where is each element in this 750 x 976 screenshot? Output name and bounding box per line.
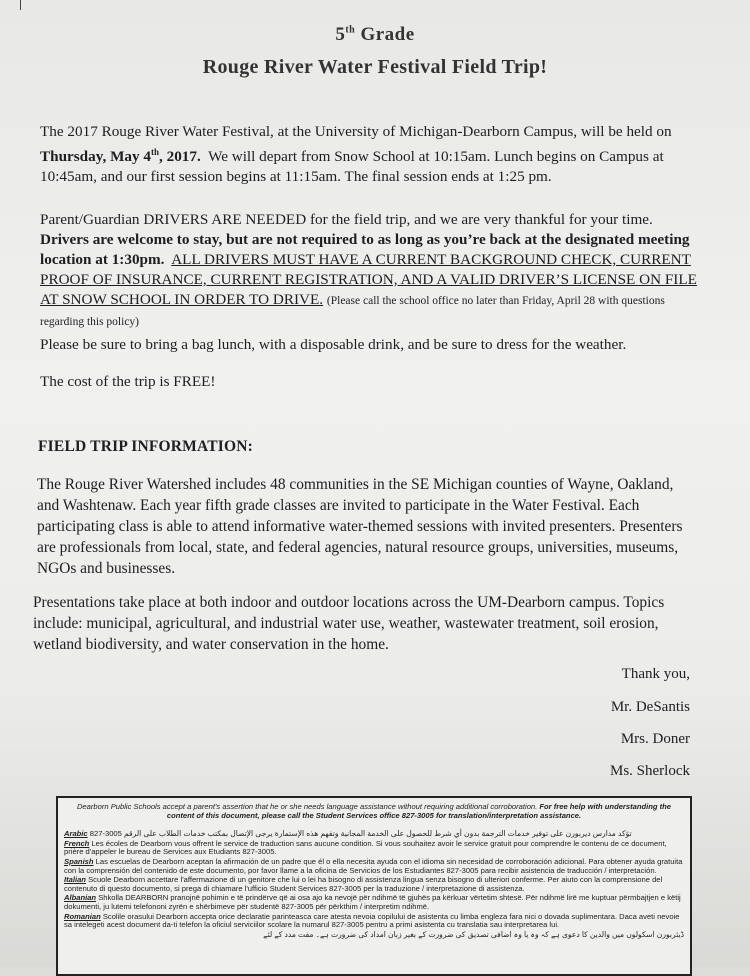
albanian-notice: Albanian Shkolla DEARBORN pranojnë pohimin e të prindërve që ai osa ajo ka nevojë për ndihmë të gjuhës pa kërkuar vërtetim shtesë. Për ndihmë lirë me kuptuar përmbajtjen e këtij dokumenti, ju lutemi telefononi zyrën e shërbimeve për studentë 827-3005 për përkthim / interpretim ndihmë.	[64, 893, 681, 911]
cost-paragraph: The cost of the trip is FREE!	[40, 373, 216, 390]
language-box-intro: Dearborn Public Schools accept a parent's assertion that he or she needs language assistance without requiring additional corroboration. For free help with understanding the content of this document, please call the Student Services office 827-3005 for translation/interpretation assistance.	[76, 802, 672, 820]
italian-notice: Italian Scuole Dearborn accettare l'affermazione di un genitore che lui o lei ha bisogno di assistenza lingua senza bisogno di ulteriori conferme. Per aiuto con la comprensione del contenuto di questo documento, si prega di chiamare l'ufficio Student Services 827-3005 per la traduzione / interpretazione di assistenza.	[64, 875, 663, 893]
romanian-notice: Romanian Scolile orasului Dearborn accepta orice declaratie parinteasca care atesta nevoia copilului de asistenta cu limba engleza fara nici o dovada suplimentara. Daca aveti nevoie sa intelegeti acest document da-ti telefon la oficiul serviciilor scolare la numarul 827-3005 pentru a primi asistenta cu translatia sau interpretarea lui.	[64, 911, 680, 930]
signer-name: Mr. DeSantis	[610, 699, 690, 715]
grade-heading: 5th Grade	[335, 24, 415, 45]
info-paragraph-1: The Rouge River Watershed includes 48 communities in the SE Michigan counties of Wayne, Oakland, and Washtenaw. Each year fifth grade classes are invited to participate in the Water Festival. Each participating class is able to attend informative water-themed sessions with invited presenters. Presenters are professionals from local, state, and federal agencies, natural resource groups, universities, museums, NGOs and businesses.	[37, 476, 683, 577]
info-paragraph-2: Presentations take place at both indoor and outdoor locations across the UM-Dearborn campus. Topics include: municipal, agricultural, and industrial water use, weather, wastewater treatment, soil erosion, wetland biodiversity, and water conservation in the home.	[33, 594, 665, 653]
staple-mark	[20, 0, 29, 10]
signer-name: Mrs. Doner	[620, 731, 690, 747]
page-title: Rouge River Water Festival Field Trip!	[202, 56, 548, 78]
spanish-notice: Spanish Las escuelas de Dearborn aceptan la afirmación de un padre que él o ella necesita ayuda con el idioma sin necesidad de corroboración adicional. Para obtener ayuda gratuita con la comprensión del contenido de este documento, por favor llame a la oficina de Servicios de los Estudiantes 827-3005 para recibir asistencia de traducción / interpretación.	[64, 856, 683, 875]
lunch-paragraph: Please be sure to bring a bag lunch, with a disposable drink, and be sure to dress for the weather.	[40, 336, 627, 353]
urdu-notice: ڈیئربورن اسکولوں میں والدین کا دعوی ہے کہ وہ یا وہ اضافی تصدیق کی ضرورت کے بغیر زبان امداد کی ضرورت ہے۔ مفت مدد کے لئے	[263, 929, 684, 939]
signer-name: Ms. Sherlock	[610, 763, 690, 779]
info-heading: FIELD TRIP INFORMATION:	[38, 438, 254, 455]
closing-text: Thank you,	[621, 666, 690, 682]
arabic-notice: Arabic تؤكد مدارس ديربورن على توفير خدمات الترجمة بدون أي شرط للحصول على الخدمة المجانية وتفهم هذه الإستمارة يرجى الإتصال بمكتب خدمات الطلاب على الرقم 3005-827	[64, 829, 632, 839]
intro-paragraph: The 2017 Rouge River Water Festival, at the University of Michigan-Dearborn Campus, will be held on Thursday, May 4th, 2017. We will depart from Snow School at 10:15am. Lunch begins on Campus at 10:45am, and our first session begins at 11:15am. The final session ends at 1:25 pm.	[40, 123, 672, 186]
language-assistance-box	[56, 796, 692, 976]
drivers-paragraph: Parent/Guardian DRIVERS ARE NEEDED for the field trip, and we are very thankful for your time. Drivers are welcome to stay, but are not required to as long as you’re back at the designated meeting location at 1:30pm. ALL DRIVERS MUST HAVE A CURRENT BACKGROUND CHECK, CURRENT PROOF OF INSURANCE, CURRENT REGISTRATION, AND A VALID DRIVER’S LICENSE ON FILE AT SNOW SCHOOL IN ORDER TO DRIVE. (Please call the school office no later than Friday, April 28 with questions regarding this policy)	[40, 211, 697, 328]
french-notice: French Les écoles de Dearborn vous offrent le service de traduction sans aucune condition. Si vous souhaitez avoir le service gratuit pour comprendre le contenu de ce document, prière d'appeler le bureau de Services aux Etudiants 827-3005.	[64, 838, 667, 857]
